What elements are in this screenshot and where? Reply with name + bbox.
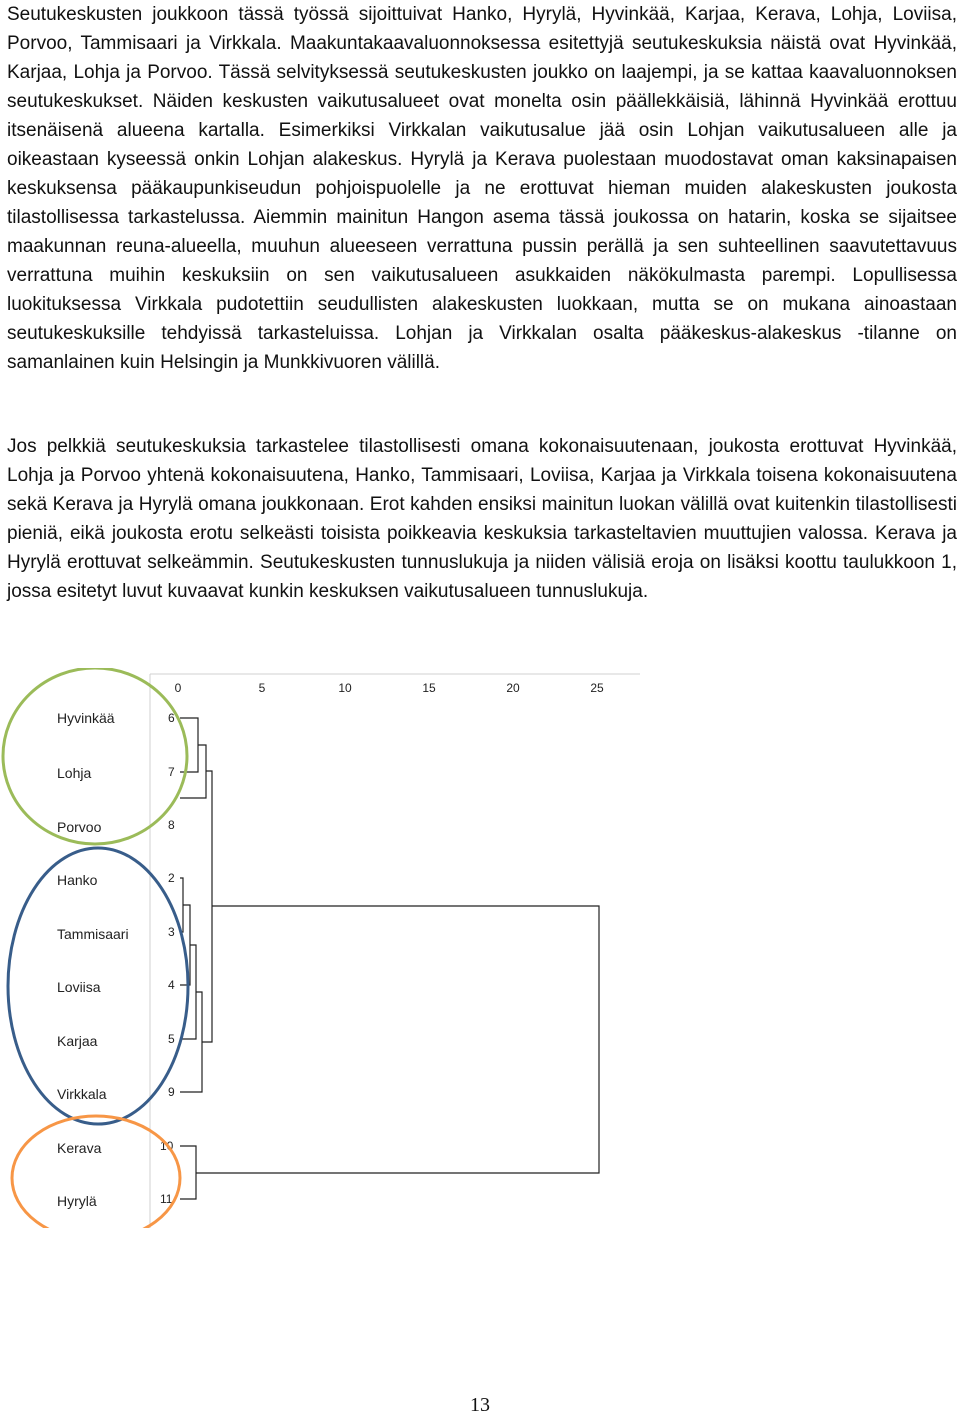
leaf-case-number: 9	[168, 1085, 175, 1099]
body-paragraph-2: Jos pelkkiä seutukeskuksia tarkastelee tilastollisesti omana kokonaisuutenaan, joukosta erottuvat Hyvinkää, Lohja ja Porvoo yhtenä kokonaisuutena, Hanko, Tammisaari, Loviisa, Karjaa ja Virkkala toisena kokonaisuutena sekä Kerava ja Hyrylä omana joukkonaan. Erot kahden ensiksi mainitun luokan välillä ovat kuitenkin tilastollisesti pieniä, eikä joukosta erotu selkeästi toisista poikkeavia keskuksia tarkasteltavien muuttujien valossa. Kerava ja Hyrylä erottuvat selkeämmin. Seutukeskusten tunnuslukuja ja niiden välisiä eroja on lisäksi koottu taulukkoon 1, jossa esitetyt luvut kuvaavat kunkin keskuksen vaikutusalueen tunnuslukuja.	[7, 436, 957, 602]
scale-tick: 20	[506, 681, 520, 695]
leaf-label: Karjaa	[57, 1033, 98, 1049]
leaf-case-number: 5	[168, 1032, 175, 1046]
leaf-case-number: 8	[168, 818, 175, 832]
scale-tick: 10	[338, 681, 352, 695]
dendrogram-figure	[0, 668, 960, 1228]
branch-root	[196, 906, 599, 1173]
branch-merge-upper	[202, 771, 212, 1042]
leaf-label: Loviisa	[57, 979, 101, 995]
leaf-case-number: 6	[168, 711, 175, 725]
scale-tick: 5	[258, 681, 266, 695]
leaf-label: Lohja	[57, 765, 92, 781]
leaf-label: Hyrylä	[57, 1193, 97, 1209]
leaf-case-number: 7	[168, 765, 175, 779]
body-paragraph-1: Seutukeskusten joukkoon tässä työssä sijoittuivat Hanko, Hyrylä, Hyvinkää, Karjaa, Kerava, Lohja, Loviisa, Porvoo, Tammisaari ja Virkkala. Maakuntakaavaluonnoksessa esitettyjä seutukeskuksia näistä ovat Hyvinkää, Karjaa, Lohja ja Porvoo. Tässä selvityksessä seutukeskusten joukko on laajempi, ja se kattaa kaavaluonnoksen seutukeskukset. Näiden keskusten vaikutusalueet ovat monelta osin päällekkäisiä, lähinnä Hyvinkää erottuu itsenäisenä alueena kartalla. Esimerkiksi Virkkalan vaikutusalue jää osin Lohjan vaikutusalueen alle ja oikeastaan kyseessä onkin Lohjan alakeskus. Hyrylä ja Kerava puolestaan muodostavat oman kaksinapaisen keskuksensa pääkaupunkiseudun pohjoispuolelle ja ne erottuvat hieman muiden alakeskusten joukosta tilastollisessa tarkastelussa. Aiemmin mainitun Hangon asema tässä joukossa on hatarin, koska se sijaitsee maakunnan reuna-alueella, muuhun alueeseen verrattuna pussin perällä ja sen suhteellinen saavutettavuus verrattuna muihin keskuksiin on sen vaikutusalueen asukkaiden näkökulmasta parempi. Lopullisessa luokituksessa Virkkala pudotettiin seudullisten alakeskusten luokkaan, mutta se on mukana ainoastaan seutukeskuksille tehdyissä tarkasteluissa. Lohjan ja Virkkalan osalta pääkeskus-alakeskus -tilanne on samanlainen kuin Helsingin ja Munkkivuoren välillä.	[7, 4, 957, 373]
leaf-case-number: 10	[160, 1139, 174, 1153]
leaf-case-number: 11	[160, 1192, 173, 1206]
scale-ticks	[175, 681, 604, 695]
page-number: 13	[470, 1394, 490, 1416]
cluster-ellipse-green	[3, 668, 187, 844]
dendrogram-branches	[180, 718, 599, 1199]
leaf-case-number: 3	[168, 925, 175, 939]
leaf-label: Porvoo	[57, 819, 102, 835]
scale-tick: 25	[590, 681, 604, 695]
leaf-case-number: 2	[168, 871, 175, 885]
leaf-label: Tammisaari	[57, 926, 129, 942]
leaf-label: Hyvinkää	[57, 710, 115, 726]
scale-tick: 15	[422, 681, 436, 695]
branch-kerava-hyryla	[180, 1146, 196, 1199]
leaf-label: Hanko	[57, 872, 98, 888]
leaf-case-number: 4	[168, 978, 175, 992]
leaf-label: Virkkala	[57, 1086, 107, 1102]
branch-hanko-tammisaari	[180, 878, 183, 932]
scale-tick: 0	[174, 681, 182, 695]
cluster-ellipse-orange	[12, 1116, 180, 1228]
leaf-label: Kerava	[57, 1140, 102, 1156]
branch-with-virkkala	[180, 992, 202, 1092]
